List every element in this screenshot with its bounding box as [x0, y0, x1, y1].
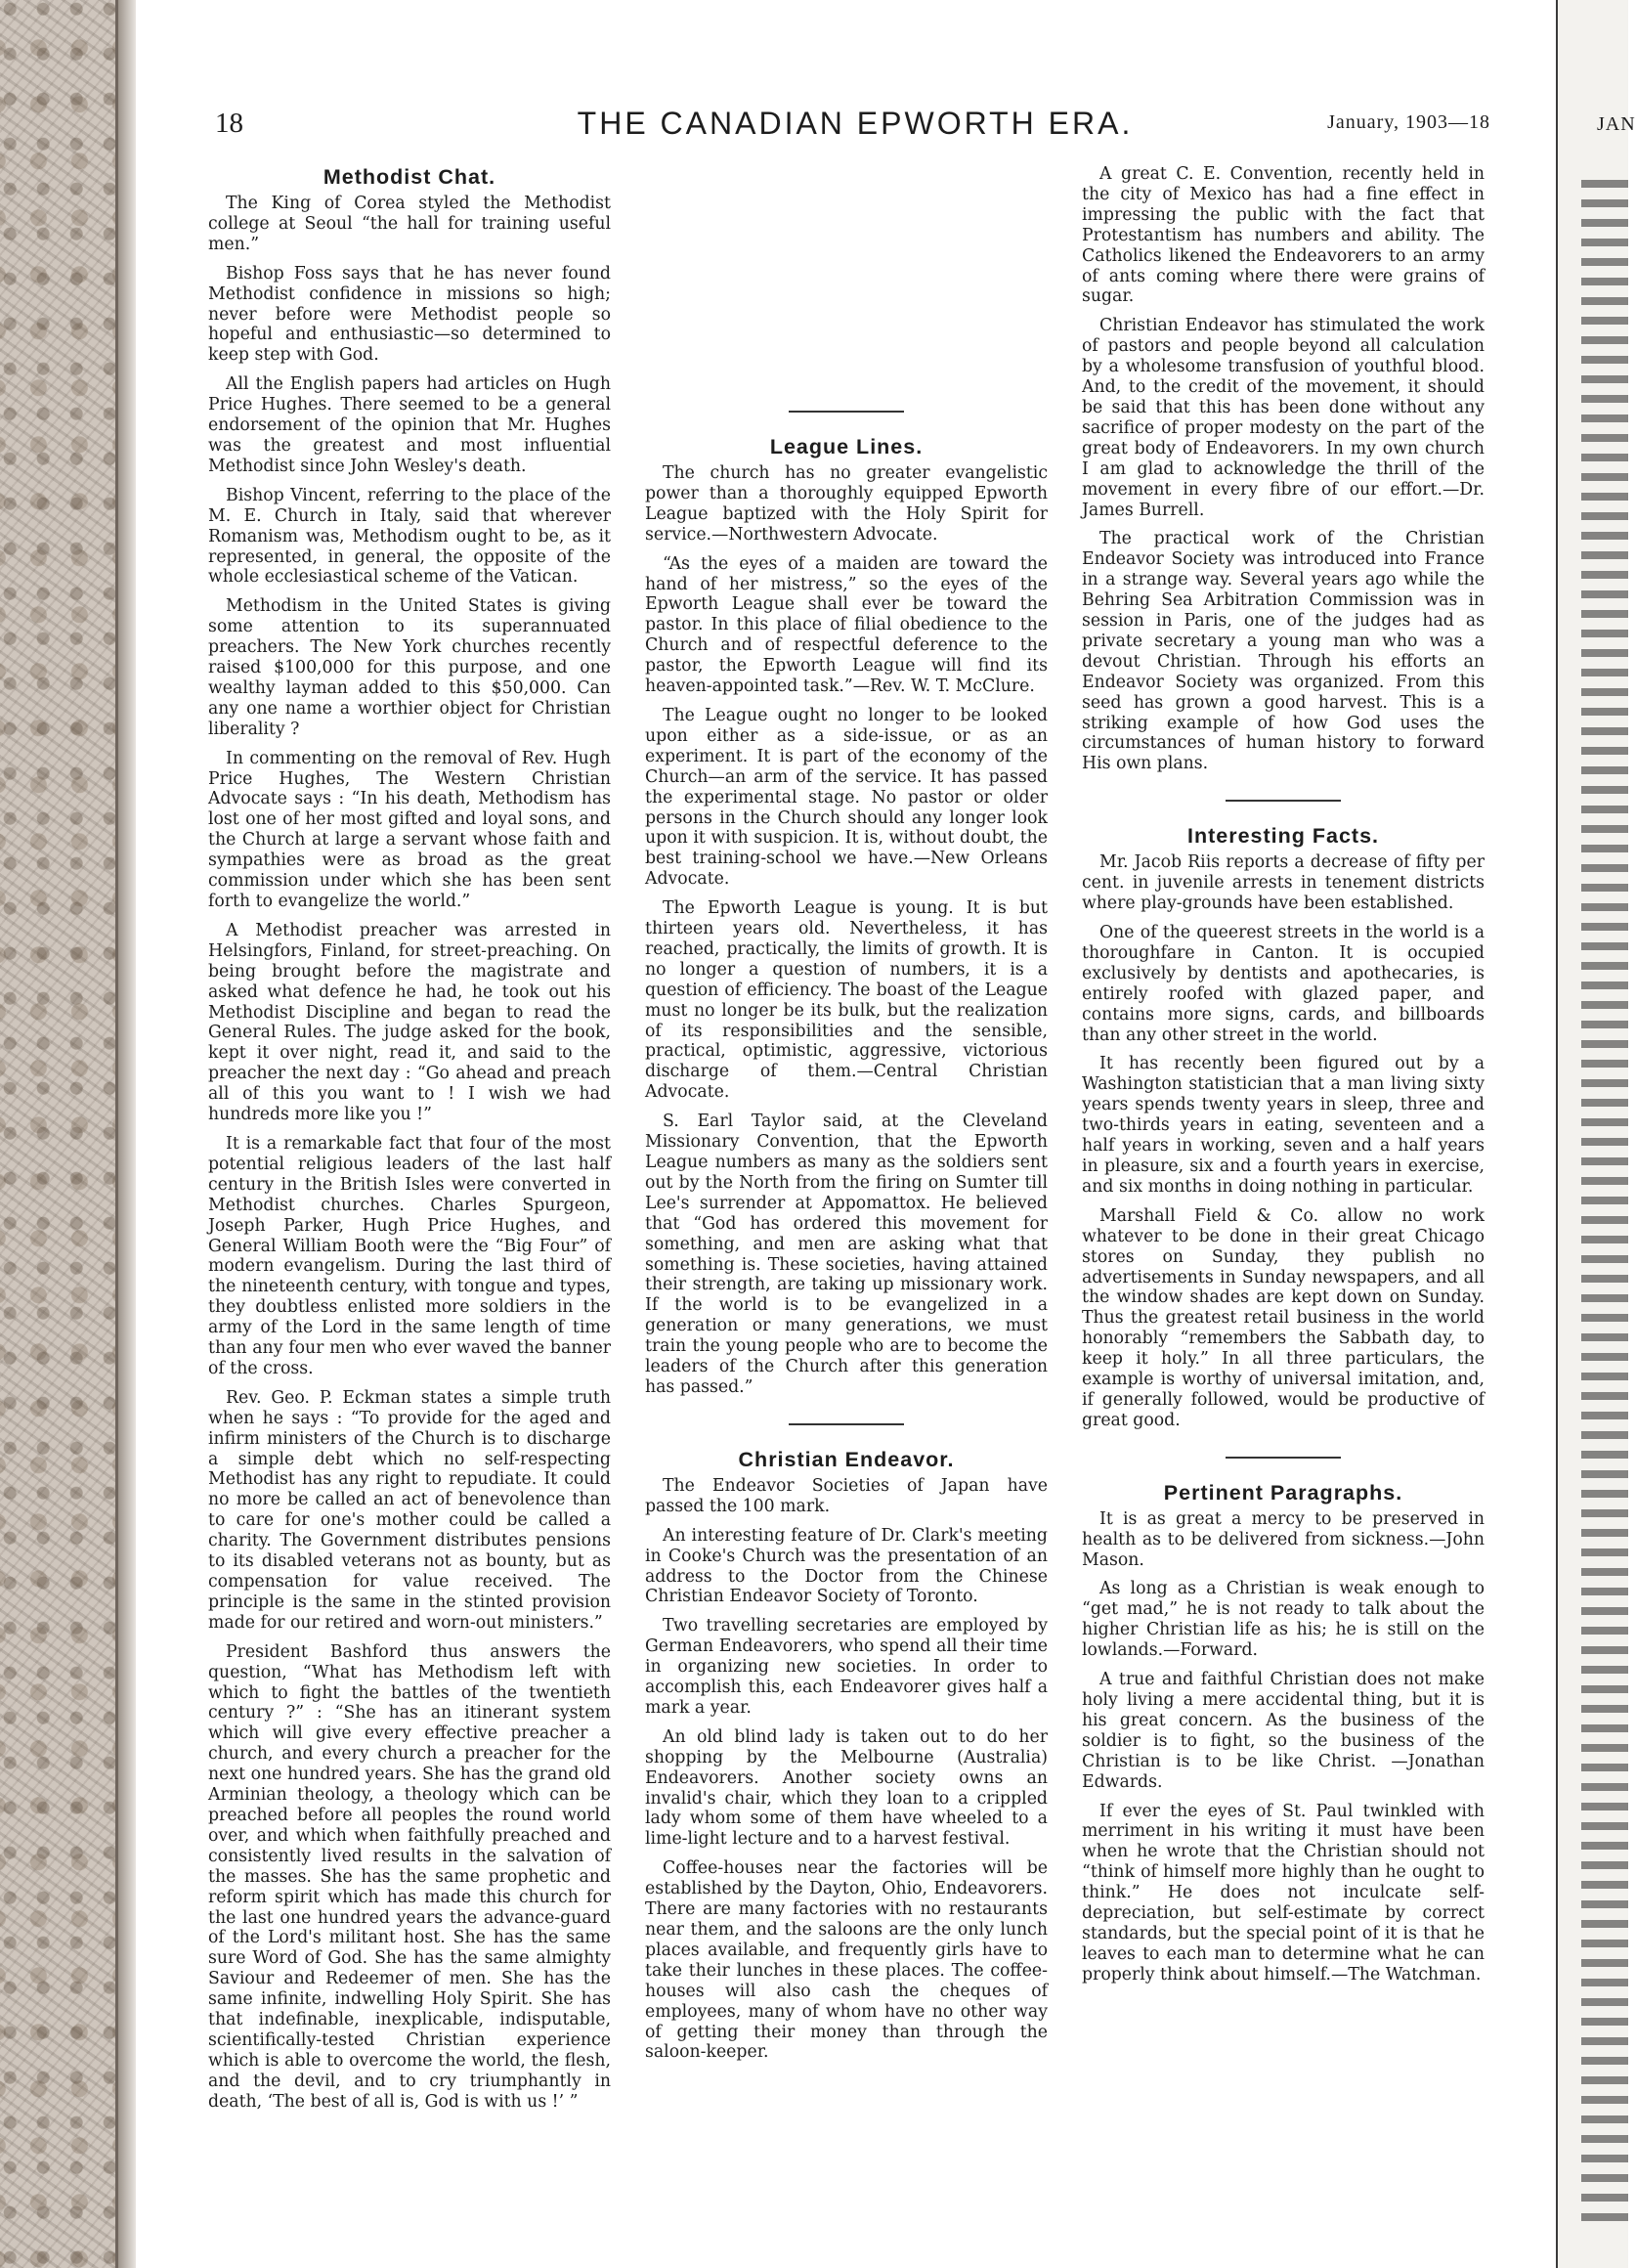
page-number: 18 [215, 108, 243, 139]
section-divider [789, 411, 904, 413]
article-paragraph: S. Earl Taylor said, at the Cleveland Missionary Convention, that the Epworth League numbers as many as the soldiers sent out by the North from the firing on Sumter till Lee's surrender at Appomattox. He believed that “God has ordered this movement for something, and men are asking what that something is. These societies, having attained their strength, are taking up missionary work. If the world is to be evangelized in a generation or many generations, we must train the young people who are to become the leaders of the Church after this generation has passed.” [645, 1112, 1048, 1397]
article-paragraph: Two travelling secretaries are employed by German Endeavorers, who spend all their time in organizing new societies. In order to accomplish this, each Endeavorer gives half a mark a year. [645, 1616, 1048, 1718]
section-divider [1226, 1457, 1341, 1459]
article-paragraph: Rev. Geo. P. Eckman states a simple truth when he says : “To provide for the aged and infirm ministers of the Church is to discharge a simple debt which no self-respecting Methodist has any right to repudiate. It could no more be called an act of benevolence than to care for one's mother could be called a charity. The Government distributes pensions to its disabled veterans not as bounty, but as compensation for value received. The principle is the same in the stinted provision made for our retired and worn-out ministers.” [208, 1387, 611, 1633]
article-paragraph: Methodism in the United States is giving some attention to its superannuated preachers. The New York churches recently raised $100,000 for this purpose, and one wealthy layman added to this $50,000. Can any one name a worthier object for Christian liberality ? [208, 596, 611, 739]
page-header [210, 102, 1500, 141]
article-paragraph: Bishop Foss says that he has never found Methodist confidence in missions so high; never before were Methodist people so hopeful and enthusiastic—so determined to keep step with God. [208, 263, 611, 366]
article-paragraph: A true and faithful Christian does not make holy living a mere accidental thing, but it is his great concern. As the business of the soldier is to fight, so the business of the Christian is to be like Christ. —Jonathan Edwards. [1082, 1670, 1485, 1792]
section-title-pertinent-paragraphs: Pertinent Paragraphs. [1163, 1480, 1403, 1505]
article-paragraph: All the English papers had articles on Hugh Price Hughes. There seemed to be a general endorsement of the opinion that Mr. Hughes was the greatest and most influential Methodist since John Wesley's death. [208, 374, 611, 476]
book-binding-decorative-pattern [0, 0, 118, 2268]
article-paragraph: The Epworth League is young. It is but thirteen years old. Nevertheless, it has reached, practically, the limits of growth. It is no longer a question of numbers, it is a question of efficiency. The boast of the League must no longer be its bulk, but the realization of its responsibilities and the sensible, practical, optimistic, aggressive, victorious discharge of them.—Central Christian Advocate. [645, 898, 1048, 1103]
continued-text-space [645, 164, 1048, 411]
article-paragraph: An old blind lady is taken out to do her shopping by the Melbourne (Australia) Endeavorers. Another society owns an invalid's chair, which they loan to a crippled lady whom some of them have wheeled to a lime-light lecture and to a harvest festival. [645, 1726, 1048, 1850]
article-paragraph: A Methodist preacher was arrested in Helsingfors, Finland, for street-preaching. On being brought before the magistrate and asked what defence he had, he took out his Methodist Discipline and began to read the General Rules. The judge asked for the book, kept it over night, read it, and said to the preacher the next day : “Go ahead and preach all of this you want to ! I wish we had hundreds more like you !” [208, 920, 611, 1125]
article-paragraph: One of the queerest streets in the world is a thoroughfare in Canton. It is occupied exclusively by dentists and apothecaries, is entirely roofed with glazed paper, and contains more signs, cards, and billboards than any other street in the world. [1082, 923, 1485, 1045]
article-paragraph: Christian Endeavor has stimulated the work of pastors and people beyond all calculation by a wholesome transfusion of youthful blood. And, to the credit of the movement, it should be said that this has been done without any sacrifice of proper modesty on the part of the great body of Endeavorers. In my own church I am glad to acknowledge the thrill of the movement in every fibre of our effort.—Dr. James Burrell. [1082, 316, 1485, 520]
article-paragraph: The League ought no longer to be looked upon either as a side-issue, or as an experiment. It is part of the economy of the Church—an arm of the service. It has passed the experimental stage. No pastor or older persons in the Church should any longer look upon it with suspicion. It is, without doubt, the best training-school we have.—New Orleans Advocate. [645, 705, 1048, 890]
column-2 [645, 164, 1048, 2266]
adjacent-page-header: JAN [1597, 113, 1636, 135]
section-divider [1226, 800, 1341, 802]
section-title-christian-endeavor: Christian Endeavor. [738, 1447, 955, 1471]
article-paragraph: It has recently been figured out by a Washington statistician that a man living sixty years spends twenty years in sleep, three and two-thirds years in eating, seventeen and a half years in working, seven and a half years in pleasure, six and a fourth years in exercise, and six months in doing nothing in particular. [1082, 1054, 1485, 1197]
article-paragraph: Coffee-houses near the factories will be established by the Dayton, Ohio, Endeavorers. There are many factories with no restaurants near them, and the saloons are the only lunch places available, and frequently girls have to take their lunches in these places. The coffee-houses will also cash the cheques of employees, many of whom have no other way of getting their money than through the saloon-keeper. [645, 1858, 1048, 2063]
article-paragraph: In commenting on the removal of Rev. Hugh Price Hughes, The Western Christian Advocate says : “In his death, Methodism has lost one of her most gifted and loyal sons, and the Church at large a servant whose faith and sympathies were as broad as the great commission under which she has been sent forth to evangelize the world.” [208, 748, 611, 911]
article-paragraph: “As the eyes of a maiden are toward the hand of her mistress,” so the eyes of the Epworth League shall ever be toward the pastor. In this place of filial obedience to the Church and of respectful deference to the pastor, the Epworth League will find its heaven-appointed task.”—Rev. W. T. McClure. [645, 553, 1048, 697]
article-paragraph: An interesting feature of Dr. Clark's meeting in Cooke's Church was the presentation of an address to the Doctor from the Chinese Christian Endeavor Society of Toronto. [645, 1525, 1048, 1607]
article-paragraph: The church has no greater evangelistic power than a thoroughly equipped Epworth League baptized with the Holy Spirit for service.—Northwestern Advocate. [645, 463, 1048, 545]
adjacent-page-edge [1556, 0, 1636, 2268]
adjacent-page-text-fragments [1581, 174, 1628, 2229]
binding-edge-shadow [118, 0, 136, 2268]
article-paragraph: It is a remarkable fact that four of the most potential religious leaders of the last half century in the British Isles were converted in Methodist churches. Charles Spurgeon, Joseph Parker, Hugh Price Hughes, and General William Booth were the “Big Four” of modern evangelism. During the last third of the nineteenth century, with tongue and types, they doubtless enlisted more soldiers in the army of the Lord in the same length of time than any four men who ever waved the banner of the cross. [208, 1133, 611, 1378]
section-title-interesting-facts: Interesting Facts. [1186, 824, 1379, 849]
newspaper-page [200, 0, 1549, 2268]
section-title-league-lines: League Lines. [769, 435, 924, 458]
article-paragraph: If ever the eyes of St. Paul twinkled with merriment in his writing it must have been when he wrote that the Christian should not “think of himself more highly than he ought to think.” He does not inculcate self-depreciation, but self-estimate by correct standards, but the special point of it is that he leaves to each man to determine what he can properly think about himself.—The Watchman. [1082, 1801, 1485, 1984]
article-paragraph: Bishop Vincent, referring to the place of the M. E. Church in Italy, said that wherever Romanism was, Methodism ought to be, as it represented, in general, the opposite of the whole ecclesiastical scheme of the Vatican. [208, 485, 611, 588]
article-paragraph: A great C. E. Convention, recently held in the city of Mexico has had a fine effect in impressing the public with the fact that Protestantism has numbers and ability. The Catholics likened the Endeavorers to an army of ants coming where there were grains of sugar. [1082, 164, 1485, 307]
section-divider [789, 1423, 904, 1425]
article-paragraph: The practical work of the Christian Endeavor Society was introduced into France in a strange way. Several years ago while the Behring Sea Arbitration Commission was in session in Paris, one of the judges had as private secretary a young man who was a devout Christian. Through his efforts an Endeavor Society was organized. From this seed has grown a good harvest. This is a striking example of how God uses the circumstances of human history to forward His own plans. [1082, 529, 1485, 774]
article-paragraph: It is as great a mercy to be preserved in health as to be delivered from sickness.—John Mason. [1082, 1508, 1485, 1570]
article-paragraph: President Bashford thus answers the question, “What has Methodism left with which to fight the battles of the twentieth century ?” : “She has an itinerant system which will give every effective preacher a church, and every church a preacher for the next one hundred years. She has the grand old Arminian theology, a theology which can be preached before all peoples the round world over, and which when faithfully preached and consistently lived results in the salvation of the masses. She has the same prophetic and reform spirit which has made this church for the last one hundred years the advance-guard of the Lord's militant host. She has the same sure Word of God. She has the same almighty Saviour and Redeemer of men. She has the same infinite, indwelling Holy Spirit. She has that indefinable, inexplicable, indisputable, scientifically-tested Christian experience which is able to overcome the world, the flesh, and the devil, and to cry triumphantly in death, ‘The best of all is, God is with us !’ ” [208, 1641, 611, 2112]
article-paragraph: The King of Corea styled the Methodist college at Seoul “the hall for training useful men.” [208, 194, 611, 254]
article-paragraph: As long as a Christian is weak enough to “get mad,” he is not ready to talk about the higher Christian life as his; he is still on the lowlands.—Forward. [1082, 1579, 1485, 1661]
section-title-methodist-chat: Methodist Chat. [323, 165, 496, 189]
article-paragraph: The Endeavor Societies of Japan have passed the 100 mark. [645, 1475, 1048, 1516]
article-paragraph: Mr. Jacob Riis reports a decrease of fifty per cent. in juvenile arrests in tenement districts where play-grounds have been established. [1082, 852, 1485, 914]
journal-title: THE CANADIAN EPWORTH ERA. [577, 106, 1134, 141]
article-paragraph: Marshall Field & Co. allow no work whatever to be done in their great Chicago stores on Sunday, they publish no advertisements in Sunday newspapers, and all the window shades are kept down on Sunday. Thus the greatest retail business in the world honorably “remembers the Sabbath day, to keep it holy.” In all three particulars, the example is worthy of universal imitation, and, if generally followed, would be productive of great good. [1082, 1205, 1485, 1430]
issue-date: January, 1903—18 [1327, 111, 1490, 133]
column-1 [208, 164, 611, 2266]
column-3 [1082, 164, 1485, 2266]
